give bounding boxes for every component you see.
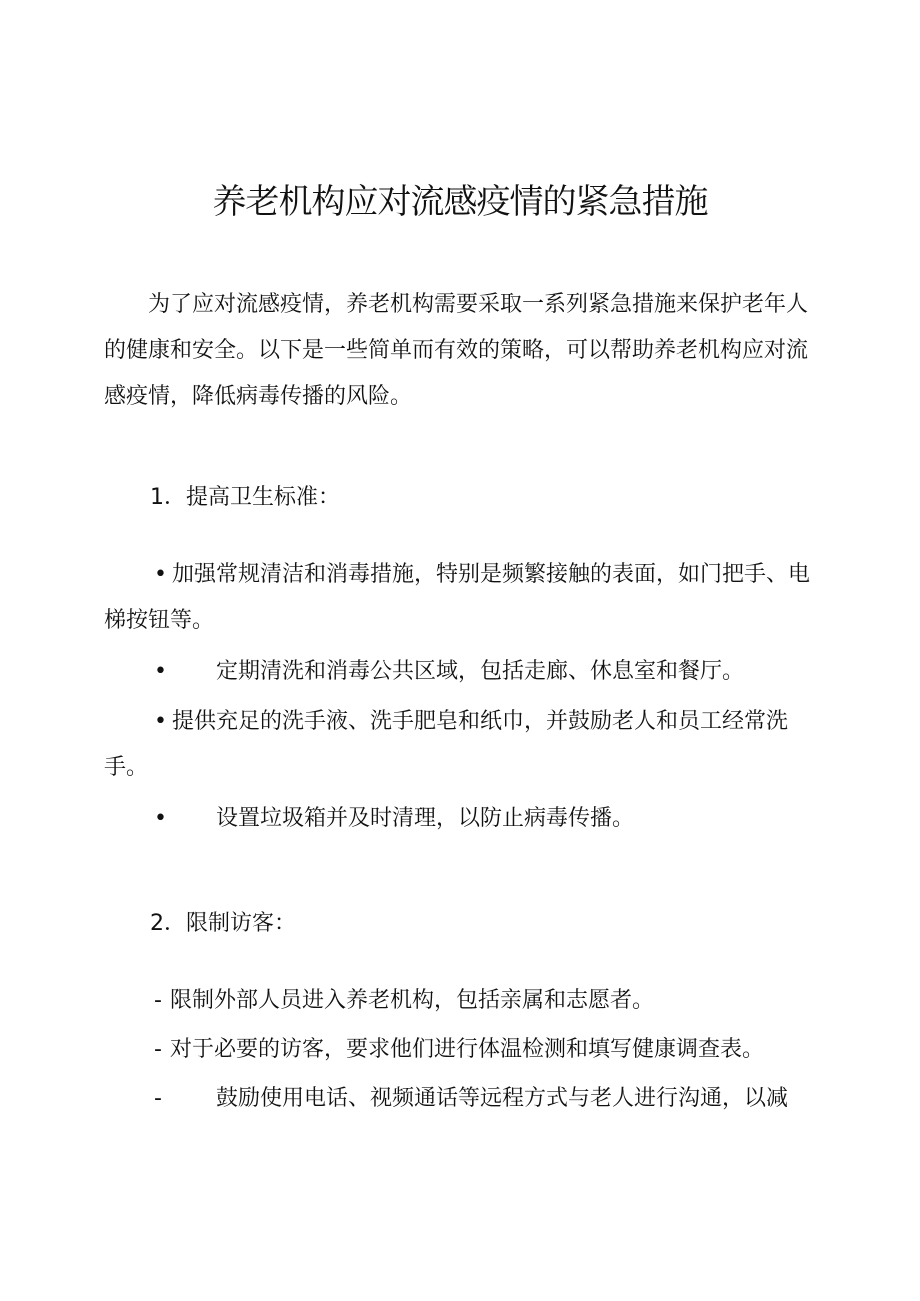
section-heading-hygiene: 1．提高卫生标准：: [150, 485, 340, 510]
list-item-text: 鼓励使用电话、视频通话等远程方式与老人进行沟通，以减: [216, 1086, 789, 1111]
list-item-text: 设置垃圾箱并及时清理，以防止病毒传播。: [216, 806, 635, 831]
dash-marker: -: [154, 1037, 162, 1062]
list-item: [104, 1027, 816, 1073]
dash-marker: -: [154, 1086, 162, 1111]
bullet-marker: •: [154, 806, 167, 831]
section-heading-visitors: 2．限制访客：: [150, 911, 296, 936]
list-item: [104, 978, 816, 1024]
intro-paragraph: 为了应对流感疫情，养老机构需要采取一系列紧急措施来保护老年人的健康和安全。以下是一些简单而有效的策略，可以帮助养老机构应对流感疫情，降低病毒传播的风险。: [104, 292, 809, 409]
list-item-text: 加强常规清洁和消毒措施，特别是频繁接触的表面，如门把手、电梯按钮等。: [104, 562, 811, 633]
list-item: [104, 1076, 816, 1122]
bullet-marker: •: [154, 562, 167, 587]
bullet-marker: •: [154, 659, 167, 684]
list-item-text: 对于必要的访客，要求他们进行体温检测和填写健康调查表。: [170, 1037, 765, 1062]
list-item-text: 限制外部人员进入养老机构，包括亲属和志愿者。: [170, 988, 655, 1013]
list-item: [104, 796, 816, 842]
list-item: [104, 699, 816, 791]
list-item-text: 定期清洗和消毒公共区域，包括走廊、休息室和餐厅。: [216, 659, 745, 684]
dash-marker: -: [154, 988, 162, 1013]
document-title: 养老机构应对流感疫情的紧急措施: [212, 182, 708, 222]
list-item: [104, 552, 816, 644]
list-item-text: 提供充足的洗手液、洗手肥皂和纸巾，并鼓励老人和员工经常洗手。: [104, 709, 789, 780]
list-item: [104, 649, 816, 695]
bullet-marker: •: [154, 709, 167, 734]
